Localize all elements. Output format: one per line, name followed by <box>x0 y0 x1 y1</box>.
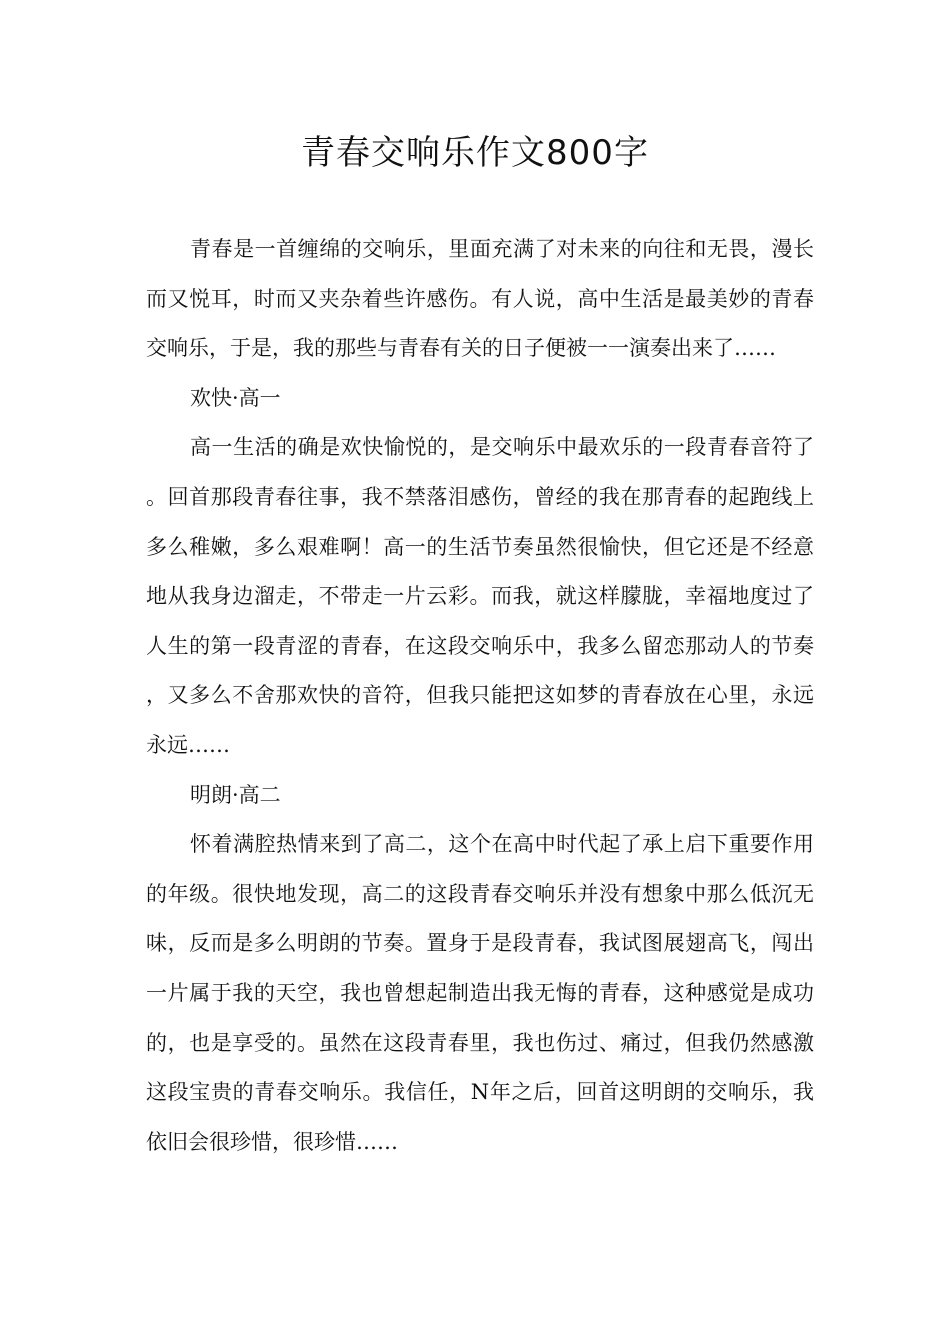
document-title: 青春交响乐作文800字 <box>301 133 649 173</box>
document-body <box>146 225 814 1167</box>
grade-one-paragraph: 高一生活的确是欢快愉悦的，是交响乐中最欢乐的一段青春音符了。回首那段青春往事，我不禁落泪感伤，曾经的我在那青春的起跑线上多么稚嫩，多么艰难啊！高一的生活节奏虽然很愉快，但它还是不经意地从我身边溜走，不带走一片云彩。而我，就这样朦胧，幸福地度过了人生的第一段青涩的青春，在这段交响乐中，我多么留恋那动人的节奏，又多么不舍那欢快的音符，但我只能把这如梦的青春放在心里，永远永远…… <box>146 435 814 757</box>
grade-two-paragraph: 怀着满腔热情来到了高二，这个在高中时代起了承上启下重要作用的年级。很快地发现，高二的这段青春交响乐并没有想象中那么低沉无味，反而是多么明朗的节奏。置身于是段青春，我试图展翅高飞，闯出一片属于我的天空，我也曾想起制造出我无悔的青春，这种感觉是成功的，也是享受的。虽然在这段青春里，我也伤过、痛过，但我仍然感激这段宝贵的青春交响乐。我信任，N年之后，回首这明朗的交响乐，我依旧会很珍惜，很珍惜…… <box>146 832 814 1154</box>
intro-paragraph: 青春是一首缠绵的交响乐，里面充满了对未来的向往和无畏，漫长而又悦耳，时而又夹杂着些许感伤。有人说，高中生活是最美妙的青春交响乐，于是，我的那些与青春有关的日子便被一一演奏出来了…… <box>146 237 814 361</box>
section-heading-grade-two: 明朗·高二 <box>190 782 281 807</box>
section-heading-grade-one: 欢快·高一 <box>190 385 281 410</box>
